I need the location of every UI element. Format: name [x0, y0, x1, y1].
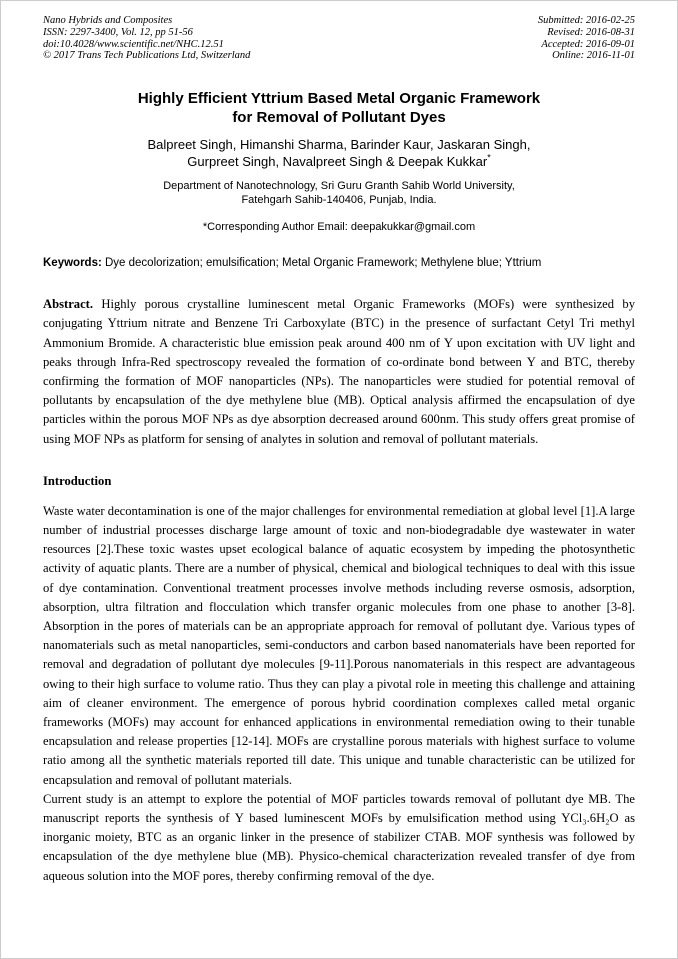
accepted-date: Accepted: 2016-09-01	[541, 38, 635, 50]
authors-line1: Balpreet Singh, Himanshi Sharma, Barinder Kaur, Jaskaran Singh,	[147, 137, 531, 153]
submission-dates	[538, 15, 635, 62]
section-heading-introduction: Introduction	[43, 473, 112, 488]
affiliation-line1: Department of Nanotechnology, Sri Guru Granth Sahib World University,	[163, 180, 515, 193]
revised-date: Revised: 2016-08-31	[547, 26, 635, 38]
corresponding-author-asterisk: *	[487, 152, 491, 163]
affiliation	[43, 179, 635, 207]
authors-line2	[43, 154, 635, 171]
paper-header	[43, 15, 635, 62]
introduction-paragraph-2: Current study is an attempt to explore the potential of MOF particles towards removal of pollutant dye MB. The manuscript reports the synthesis of Y based luminescent MOFs by emulsification method using YCl₃.6H₂O as inorganic moiety, BTC as an organic linker in the presence of stabilizer CTAB. MOF synthesis was followed by encapsulation of the dye methylene blue (MB). Physico-chemical characterization revealed transfer of dye from aqueous solution into the MOF pores, thereby confirming removal of the dye.	[43, 791, 635, 883]
paper-title-line1: Highly Efficient Yttrium Based Metal Organic Framework	[137, 90, 541, 108]
abstract-text: Highly porous crystalline luminescent metal Organic Frameworks (MOFs) were synthesized by conjugating Yttrium nitrate and Benzene Tri Carboxylate (BTC) in the presence of surfactant Cetyl Tri methyl Ammonium Bromide. A characteristic blue emission peak around 400 nm of Y upon excitation with UV light and peaks through Infra-Red spectroscopy revealed the formation of co-ordinate bond between Y and BTC, thereby confirming the formation of MOF nanoparticles (NPs). The nanoparticles were studied for potential removal of pollutants by encapsulation of the dye methylene blue (MB). Optical analysis affirmed the encapsulation of dye particles within the porous MOF NPs as dye absorption decreased around 600nm. This study offers great promise of using MOF NPs as platform for sensing of analytes in solution and removal of pollutant materials.	[43, 297, 635, 446]
introduction-paragraph-1: Waste water decontamination is one of the major challenges for environmental remediation at global level [1].A large number of industrial processes discharge large amount of toxic and non-biodegradable dye wastewater in water resources [2].These toxic wastes upset ecological balance of aquatic ecosystem by impeding the photosynthetic activity of aquatic plants. There are a number of physical, chemical and biological techniques to deal with this issue of dye contamination. Conventional treatment processes involve methods including reverse osmosis, adsorption, absorption, ultra filtration and flocculation which transfer organic molecules from one phase to another [3-8]. Absorption in the pores of materials can be an appropriate approach for removal of pollutant dye. Various types of nanomaterials such as metal nanoparticles, semi-conductors and carbon based nanomaterials have been reported for removal and degradation of pollutant dye molecules [9-11].Porous nanomaterials in this respect are advantageous owing to their high surface to volume ratio. Thus they can play a pivotal role in meeting this challenge and attaining aim of cleaner environment. The emergence of porous hybrid coordination complexes called metal organic frameworks (MOFs) may account for enhanced applications in environmental remediation owing to their tunable encapsulation and release properties [12-14]. MOFs are crystalline porous materials with highest surface to volume ratio among all the synthetic materials reported till date. This unique and tunable characteristic can be utilized for encapsulation and removal of pollutant materials.	[43, 503, 635, 787]
doi-line: doi:10.4028/www.scientific.net/NHC.12.51	[43, 38, 224, 50]
authors-line2-text: Gurpreet Singh, Navalpreet Singh & Deepak Kukkar	[187, 153, 488, 169]
keywords-text: Dye decolorization; emulsification; Metal Organic Framework; Methylene blue; Yttrium	[101, 257, 542, 270]
paper-title-line2: for Removal of Pollutant Dyes	[232, 109, 446, 127]
paper-title	[43, 89, 635, 127]
corresponding-email: *Corresponding Author Email: deepakukkar@gmail.com	[202, 221, 476, 234]
affiliation-line2: Fatehgarh Sahib-140406, Punjab, India.	[241, 194, 437, 207]
online-date: Online: 2016-11-01	[552, 50, 635, 62]
copyright-line: © 2017 Trans Tech Publications Ltd, Switzerland	[43, 50, 251, 62]
keywords-line	[43, 256, 635, 271]
journal-name: Nano Hybrids and Composites	[43, 15, 173, 26]
abstract-label: Abstract.	[43, 297, 94, 312]
issn-volume-line: ISSN: 2297-3400, Vol. 12, pp 51-56	[43, 26, 193, 38]
submitted-date: Submitted: 2016-02-25	[537, 15, 635, 26]
authors-list	[43, 137, 635, 170]
keywords-label: Keywords:	[43, 257, 102, 270]
abstract	[43, 295, 635, 449]
journal-info	[43, 15, 250, 62]
